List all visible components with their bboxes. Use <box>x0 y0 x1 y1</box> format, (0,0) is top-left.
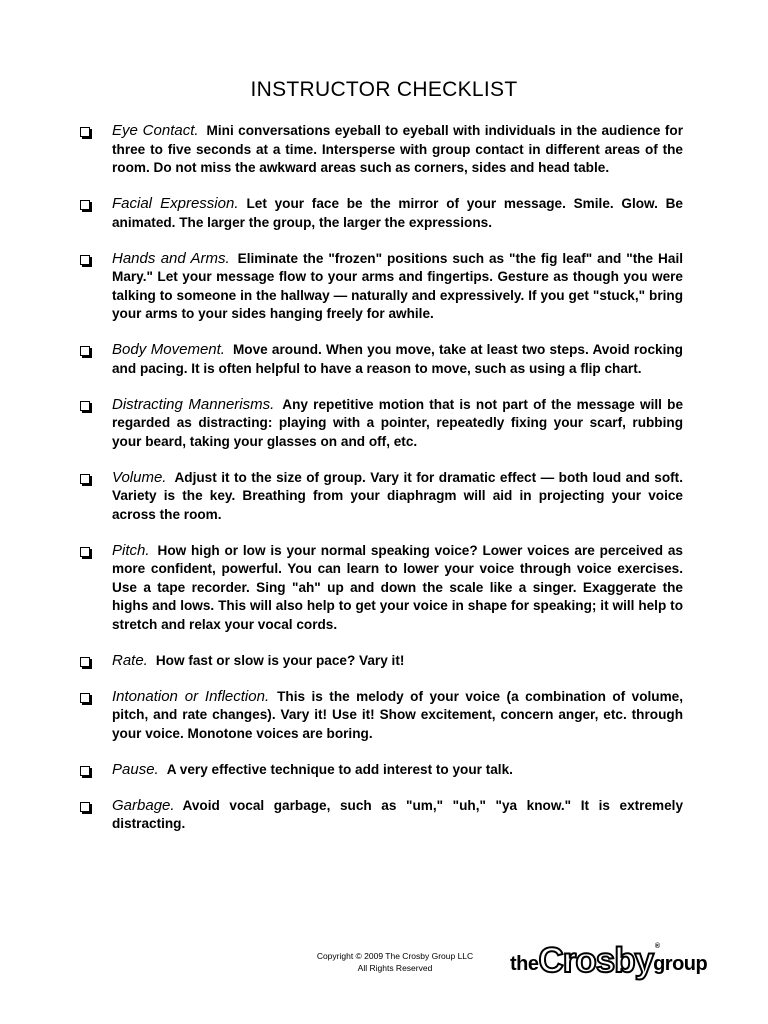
copyright-line: Copyright © 2009 The Crosby Group LLC <box>316 951 474 961</box>
checkbox-icon <box>80 401 90 411</box>
item-text: Any repetitive motion that is not part of the message will be regarded as distracting: playing with a pointer, repeatedly fixing your scarf, rubbing your beard, taking your glasses on and off, etc. <box>112 396 683 449</box>
item-title: Garbage. <box>112 796 175 814</box>
checklist-item-body-movement <box>80 341 683 378</box>
item-text: A very effective technique to add interest to your talk. <box>166 761 513 777</box>
item-text: How fast or slow is your pace? Vary it! <box>155 652 405 668</box>
item-title: Eye Contact. <box>112 122 199 139</box>
checklist-item-garbage <box>80 797 683 834</box>
logo-the-text: the <box>510 953 539 975</box>
rights-line: All Rights Reserved <box>357 963 433 973</box>
checkbox-icon <box>80 127 90 137</box>
checkbox-icon <box>80 693 90 703</box>
checklist-item-pause <box>80 761 683 780</box>
checklist-item-facial-expression <box>80 195 683 232</box>
checklist-item-intonation <box>80 688 683 744</box>
item-text: Avoid vocal garbage, such as "um," "uh," "ya know." It is extremely distracting. <box>112 797 683 831</box>
checkbox-icon <box>80 346 90 356</box>
item-title: Pitch. <box>112 541 150 559</box>
logo-group-text: group <box>653 953 708 975</box>
checklist-item-hands-and-arms <box>80 250 683 324</box>
checkbox-icon <box>80 802 90 812</box>
checklist-item-rate <box>80 652 683 671</box>
item-title: Volume. <box>112 468 167 486</box>
item-text: Move around. When you move, take at least two steps. Avoid rocking and pacing. It is often helpful to have a reason to move, such as using a flip chart. <box>112 342 683 376</box>
checkbox-icon <box>80 766 90 776</box>
item-title: Pause. <box>112 760 159 778</box>
item-text: Eliminate the "frozen" positions such as "the fig leaf" and "the Hail Mary." Let your message flow to your arms and fingertips. Gesture as though you were talking to someone in the hallway — naturally and expressively. If you get "stuck," bring your arms to your sides hanging freely for awhile. <box>112 250 683 321</box>
checkbox-icon <box>80 547 90 557</box>
checkbox-icon <box>80 255 90 265</box>
checklist <box>80 122 683 851</box>
item-text: Adjust it to the size of group. Vary it for dramatic effect — both loud and soft. Variety is the key. Breathing from your diaphragm will aid in projecting your voice across the room. <box>112 469 683 522</box>
checkbox-icon <box>80 474 90 484</box>
crosby-group-logo <box>510 938 707 978</box>
checklist-item-volume <box>80 469 683 525</box>
logo-crosby-wordmark <box>538 941 660 980</box>
page-title: INSTRUCTOR CHECKLIST <box>250 78 518 101</box>
item-text: Mini conversations eyeball to eyeball with individuals in the audience for three to five seconds at a time. Intersperse with group contact in different areas of the room. Do not miss the awkward areas such as corners, sides and head table. <box>112 123 683 175</box>
item-title: Intonation or Inflection. <box>112 687 270 705</box>
registered-mark: ® <box>654 943 660 950</box>
item-title: Distracting Mannerisms. <box>112 395 275 413</box>
item-text: How high or low is your normal speaking voice? Lower voices are perceived as more confident, powerful. You can learn to lower your voice through voice exercises. Use a tape recorder. Sing "ah" up and down the scale like a singer. Exaggerate the highs and lows. This will also help to get your voice in shape for speaking; it will help to stretch and relax your vocal cords. <box>112 542 683 632</box>
checklist-item-eye-contact <box>80 122 683 178</box>
item-title: Body Movement. <box>112 341 225 358</box>
item-text: Let your face be the mirror of your message. Smile. Glow. Be animated. The larger the group, the larger the expressions. <box>112 196 683 230</box>
checkbox-icon <box>80 657 90 667</box>
item-text: This is the melody of your voice (a combination of volume, pitch, and rate changes). Vary it! Use it! Show excitement, concern anger, etc. through your voice. Monotone voices are boring. <box>112 688 683 741</box>
item-title: Rate. <box>112 651 148 669</box>
checklist-item-distracting-mannerisms <box>80 396 683 452</box>
checkbox-icon <box>80 200 90 210</box>
copyright-notice <box>300 950 490 974</box>
logo-crosby-text: Crosby <box>538 941 654 980</box>
item-title: Hands and Arms. <box>112 249 230 267</box>
item-title: Facial Expression. <box>112 195 239 212</box>
checklist-item-pitch <box>80 542 683 635</box>
